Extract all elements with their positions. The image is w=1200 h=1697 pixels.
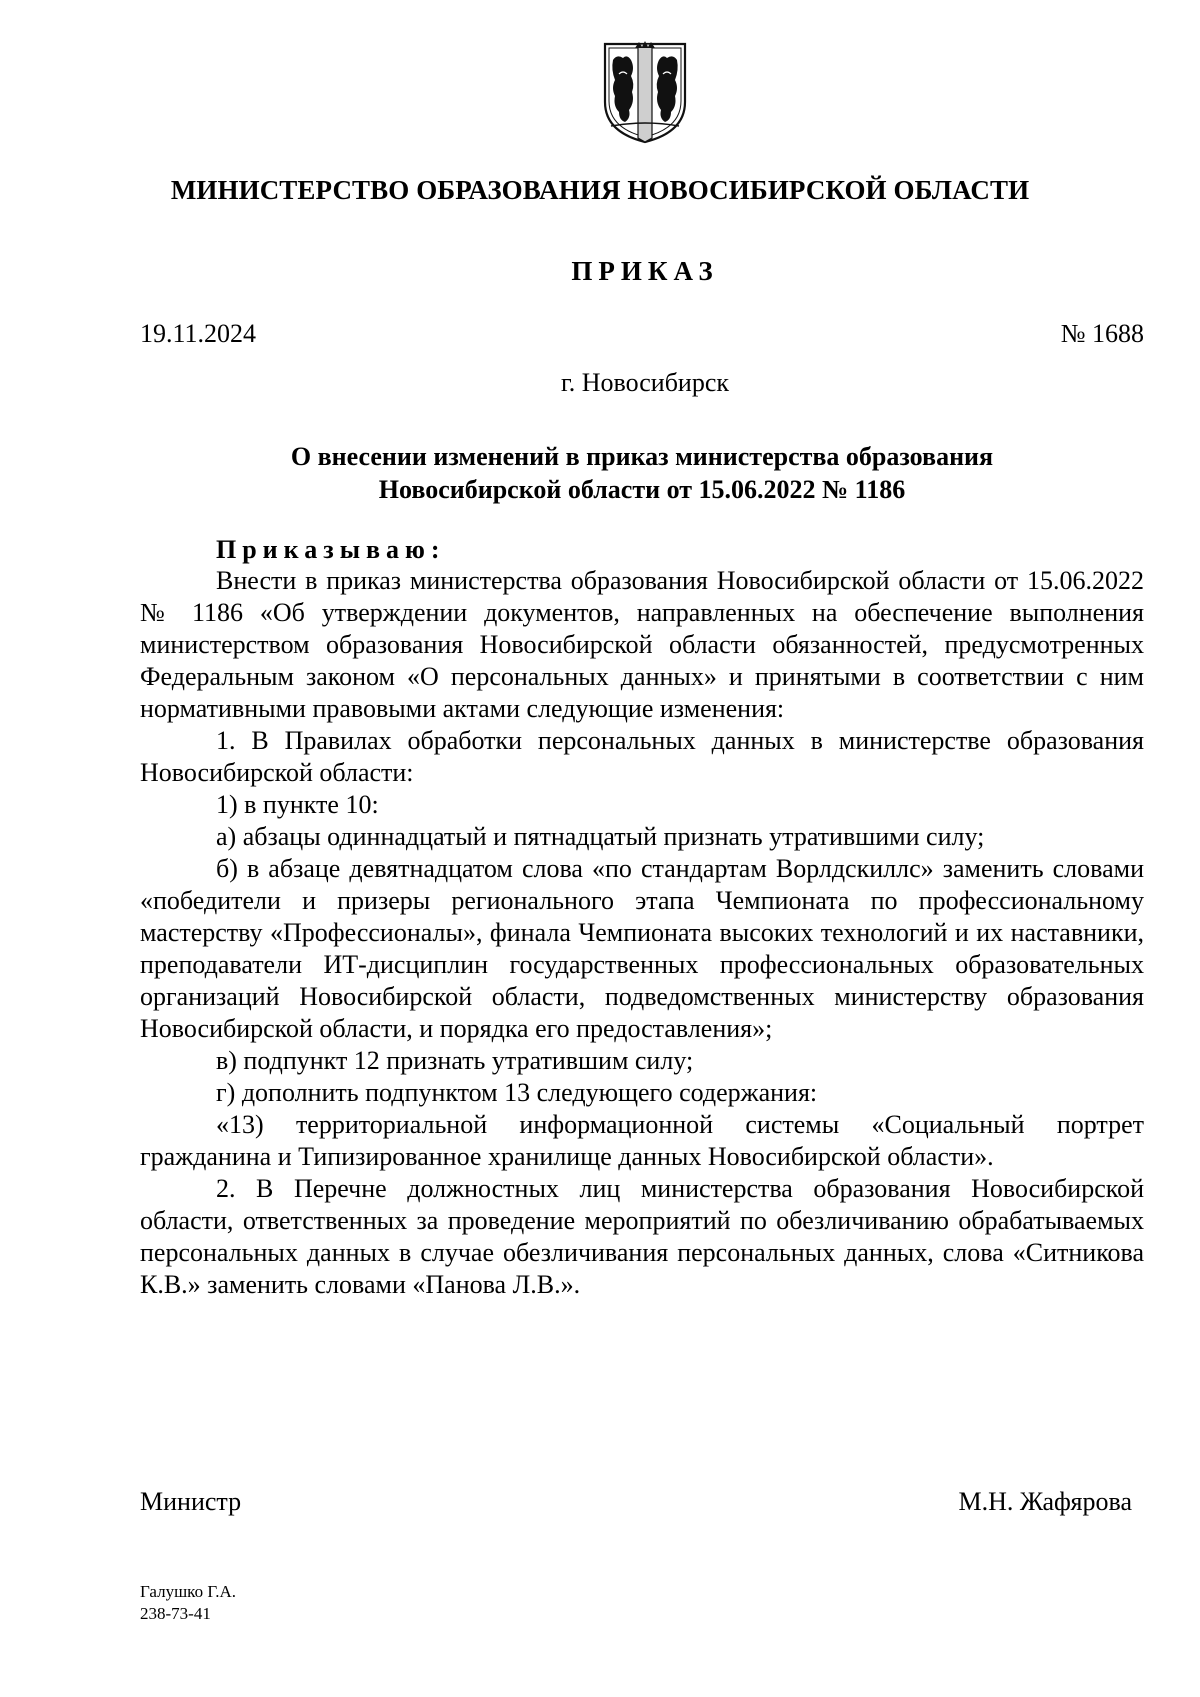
signer-name: М.Н. Жафярова [958,1487,1132,1516]
order-city: г. Новосибирск [560,368,730,397]
body-paragraph-subitem-1: 1) в пункте 10: [216,790,379,819]
body-paragraph-subitem-v: в) подпункт 12 признать утратившим силу; [216,1046,694,1075]
document-type-title: ПРИКАЗ [571,256,719,286]
order-date: 19.11.2024 [140,319,257,348]
executor-block [140,1581,236,1625]
body-paragraph-item-1: 1. В Правилах обработки персональных данных в министерстве образования Новосибирской области: [140,726,1144,787]
body-paragraph-subitem-a: а) абзацы одиннадцатый и пятнадцатый признать утратившими силу; [216,822,985,851]
executor-phone: 238-73-41 [140,1604,211,1623]
order-number: № 1688 [1060,319,1144,348]
body-paragraph-item-2: 2. В Перечне должностных лиц министерства образования Новосибирской области, ответственных за проведение мероприятий по обезличиванию обрабатываемых персональных данных в случае обезличивания персональных данных, слова «Ситникова К.В.» заменить словами «Панова Л.В.». [140,1174,1144,1299]
subject-line-1: О внесении изменений в приказ министерства образования [290,442,994,471]
body-paragraph-new-subitem-13: «13) территориальной информационной системы «Социальный портрет гражданина и Типизированное хранилище данных Новосибирской области». [140,1110,1144,1171]
order-subject [140,440,1144,506]
body-paragraph-subitem-g: г) дополнить подпунктом 13 следующего содержания: [216,1078,818,1107]
body-paragraph-intro: Внести в приказ министерства образования Новосибирской области от 15.06.2022 № 1186 «Об утверждении документов, направленных на обеспечение выполнения министерством образования Новосибирской области обязанностей, предусмотренных Федеральным законом «О персональных данных» и принятыми в соответствии с ним нормативными правовыми актами следующие изменения: [140,566,1144,723]
executor-name: Галушко Г.А. [140,1582,237,1601]
order-directive-word: Приказываю: [216,535,446,564]
order-body [140,565,1144,1301]
subject-line-2: Новосибирской области от 15.06.2022 № 1186 [378,475,906,504]
signer-role: Министр [140,1487,242,1516]
ministry-name: МИНИСТЕРСТВО ОБРАЗОВАНИЯ НОВОСИБИРСКОЙ ОБЛАСТИ [170,175,1030,205]
body-paragraph-subitem-b: б) в абзаце девятнадцатом слова «по стандартам Ворлдскиллс» заменить словами «победители и призеры регионального этапа Чемпионата по профессиональному мастерству «Профессионалы», финала Чемпионата высоких технологий и их наставники, преподаватели ИТ-дисциплин государственных профессиональных образовательных организаций Новосибирской области, подведомственных министерству образования Новосибирской области, и порядка его предоставления»; [140,854,1144,1043]
coat-of-arms-emblem [601,40,689,146]
